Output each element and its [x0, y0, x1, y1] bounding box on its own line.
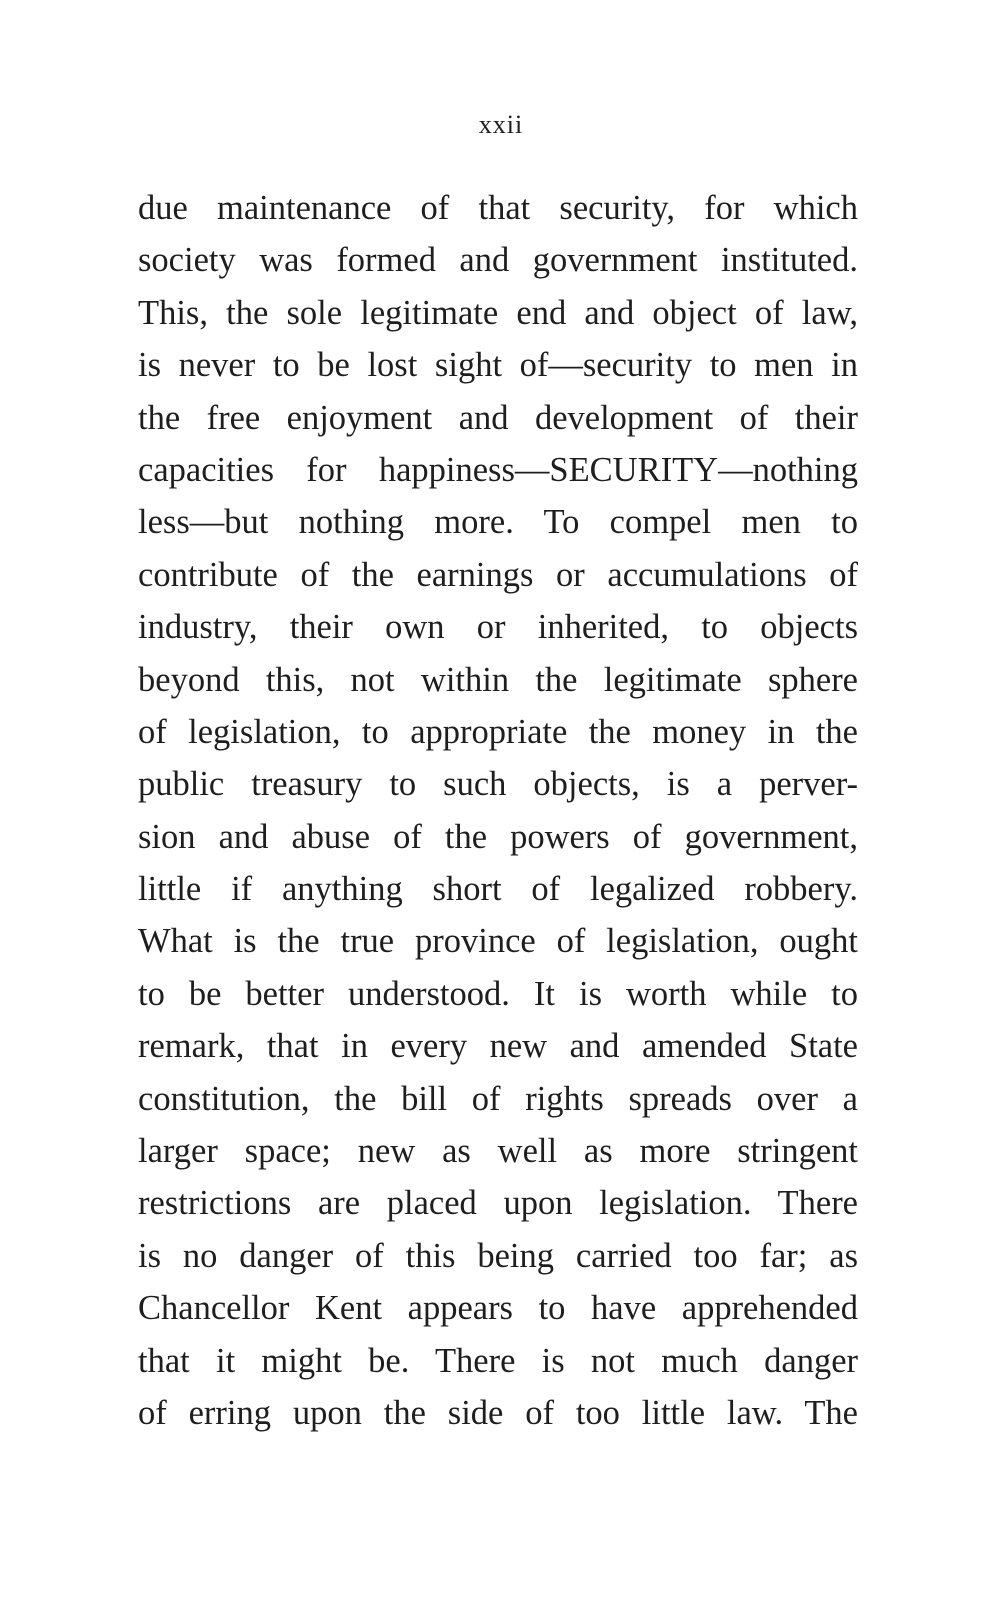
text-line: that it might be. There is not much danger — [138, 1341, 858, 1380]
text-line: is never to be lost sight of—security to men in — [138, 346, 858, 385]
text-line: remark, that in every new and amended State — [138, 1027, 858, 1066]
text-line: of erring upon the side of too little law. The — [138, 1393, 858, 1432]
text-line: What is the true province of legislation, ought — [138, 922, 858, 961]
text-line: constitution, the bill of rights spreads over a — [138, 1079, 858, 1118]
text-line: the free enjoyment and development of their — [138, 398, 858, 437]
text-line: of legislation, to appropriate the money in the — [138, 712, 858, 751]
text-line: little if anything short of legalized robbery. — [138, 870, 858, 909]
text-line: to be better understood. It is worth while to — [138, 974, 858, 1013]
text-line: larger space; new as well as more stringent — [138, 1132, 858, 1171]
text-line: Chancellor Kent appears to have apprehended — [138, 1289, 858, 1328]
text-line: restrictions are placed upon legislation. There — [138, 1184, 858, 1223]
text-line: due maintenance of that security, for which — [138, 189, 858, 227]
text-line: capacities for happiness—SECURITY—nothing — [138, 450, 858, 489]
body-text — [138, 182, 858, 1439]
text-line: beyond this, not within the legitimate sphere — [138, 660, 858, 699]
text-line: is no danger of this being carried too far; as — [138, 1236, 858, 1275]
text-line: public treasury to such objects, is a perver- — [138, 765, 858, 804]
text-line: less—but nothing more. To compel men to — [138, 503, 858, 542]
text-line: This, the sole legitimate end and object of law, — [138, 293, 858, 332]
text-line: sion and abuse of the powers of government, — [138, 817, 858, 856]
text-line: society was formed and government instituted. — [138, 241, 858, 280]
page-number: xxii — [478, 110, 524, 139]
text-line: industry, their own or inherited, to objects — [138, 608, 858, 647]
text-line: contribute of the earnings or accumulations of — [138, 555, 858, 594]
